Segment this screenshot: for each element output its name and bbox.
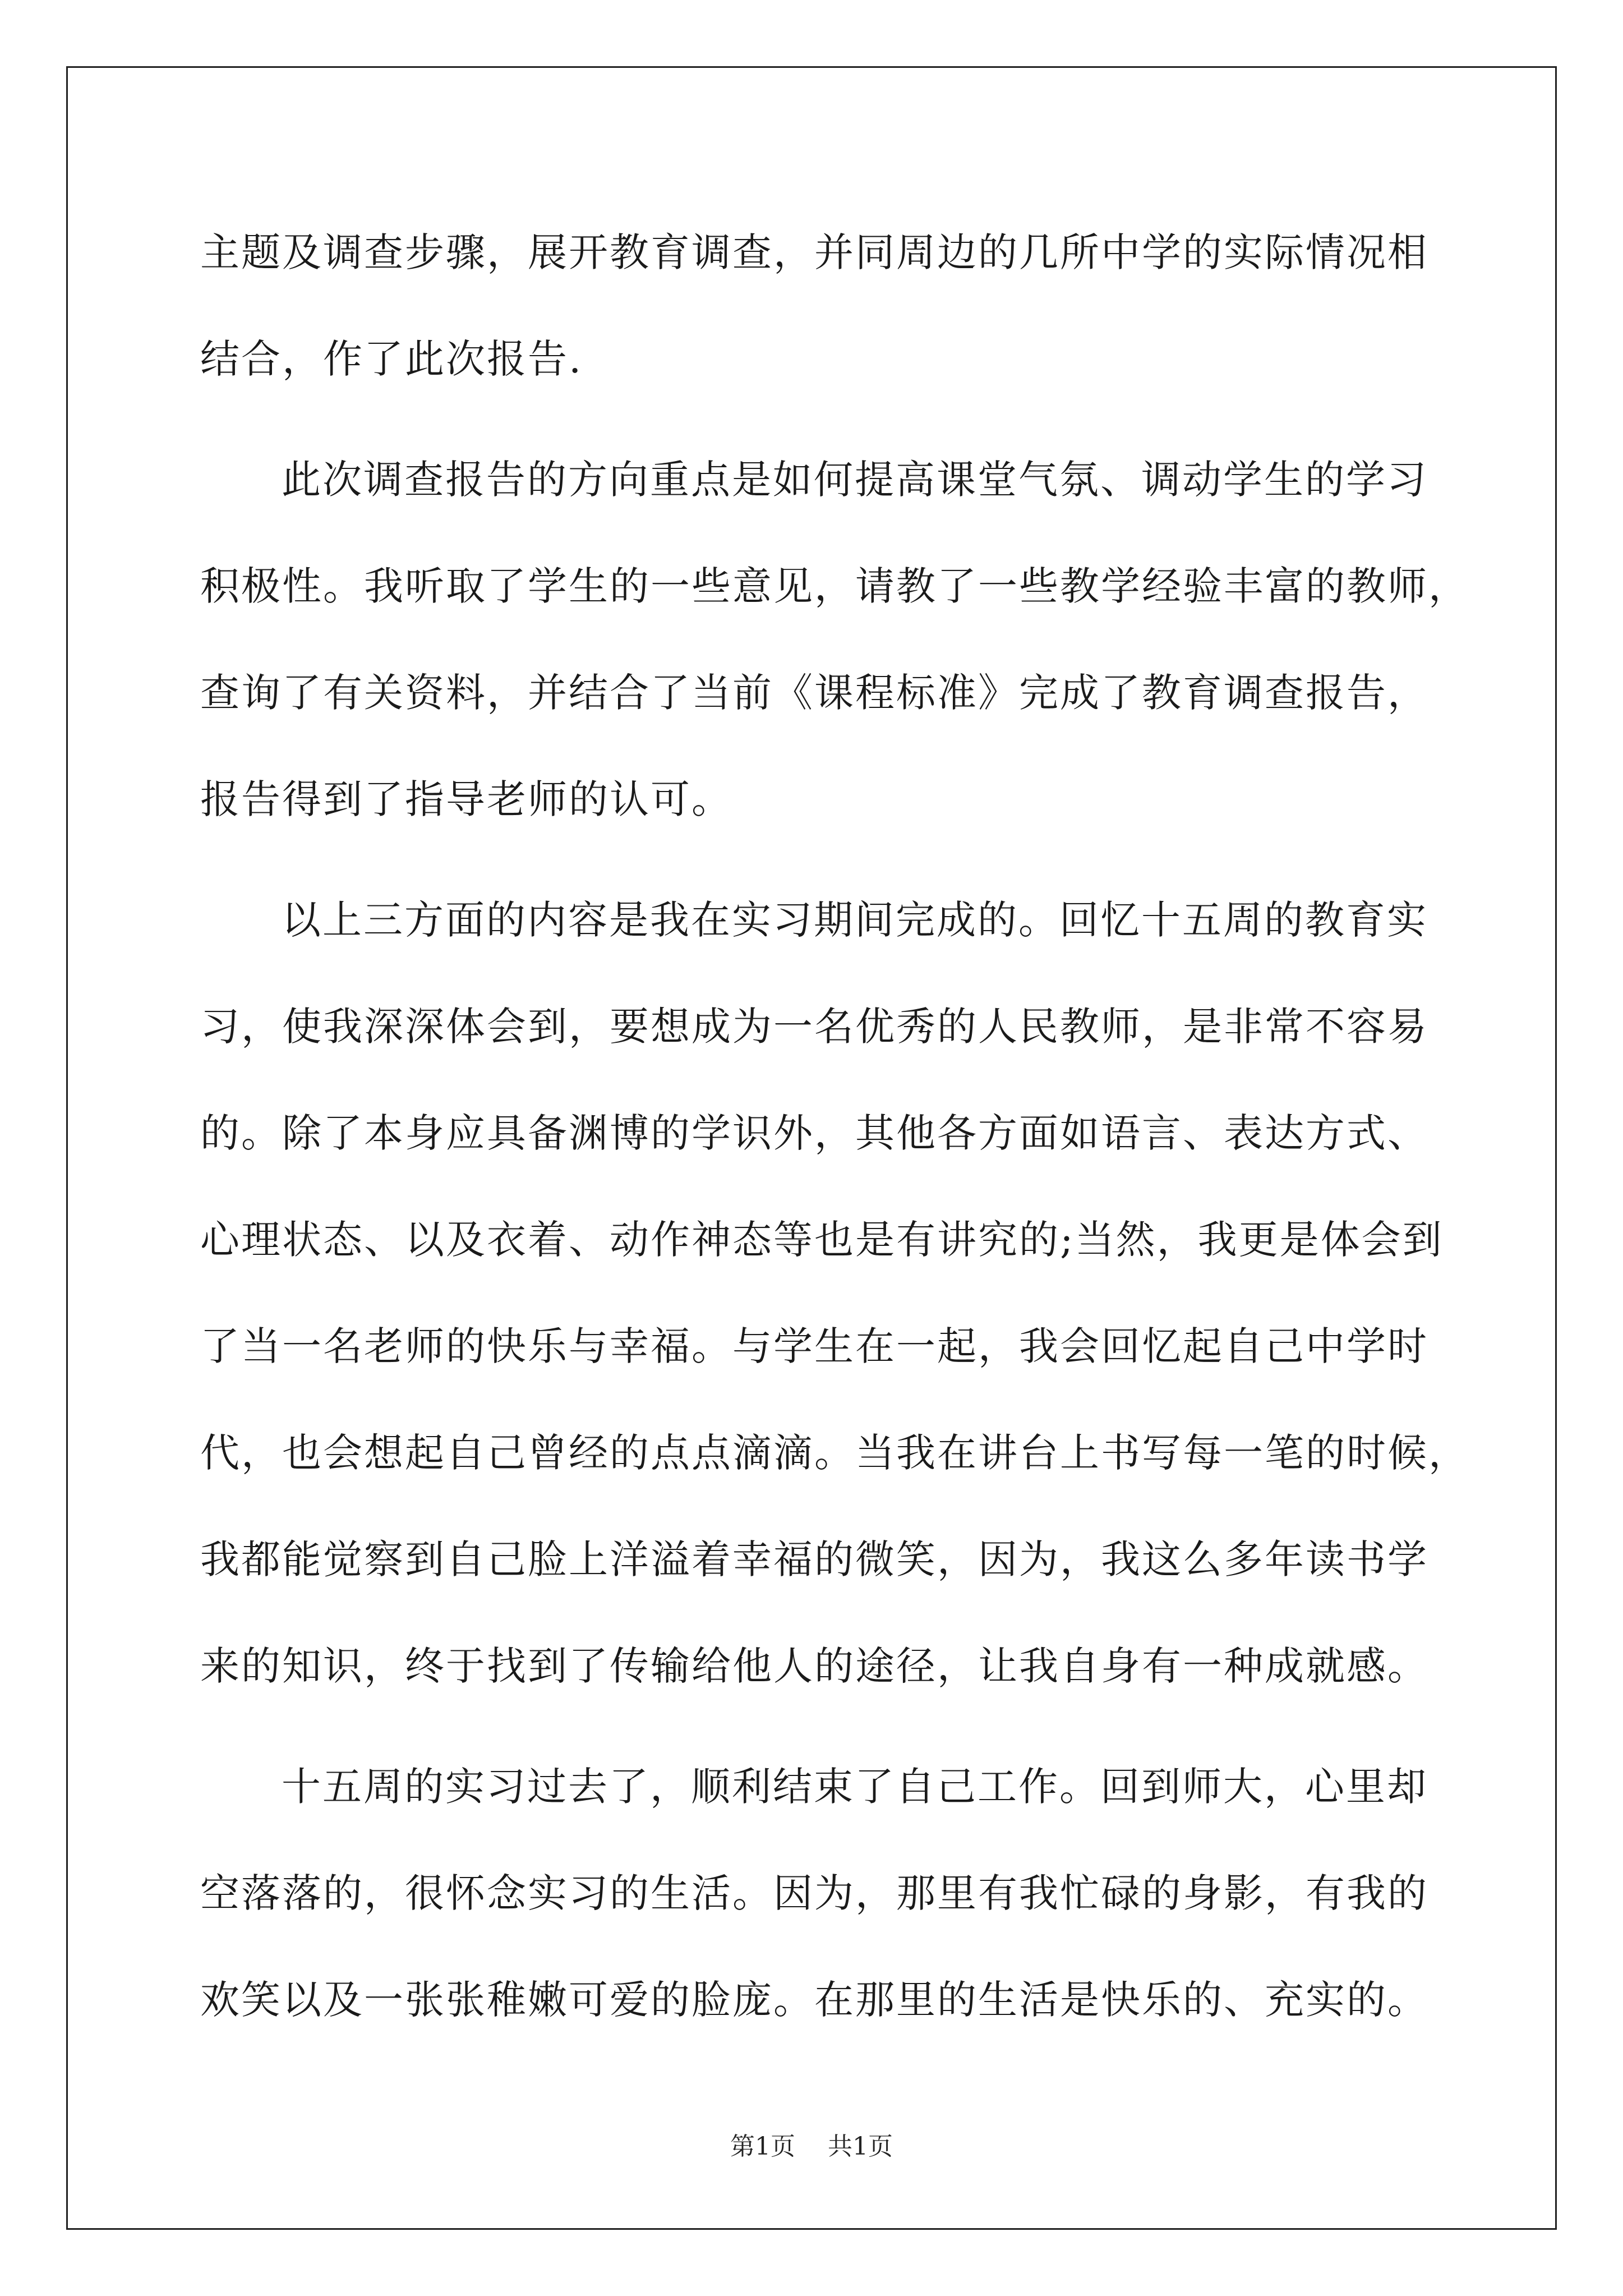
paragraph-start-line: 以上三方面的内容是我在实习期间完成的。回忆十五周的教育实 (282, 897, 1428, 943)
text-line: 我都能觉察到自己脸上洋溢着幸福的微笑，因为，我这么多年读书学 (200, 1536, 1428, 1582)
paragraph-start-line: 此次调查报告的方向重点是如何提高课堂气氛、调动学生的学习 (282, 457, 1428, 503)
text-line: 来的知识，终于找到了传输给他人的途径，让我自身有一种成就感。 (200, 1643, 1428, 1689)
text-line: 习，使我深深体会到，要想成为一名优秀的人民教师，是非常不容易 (200, 1004, 1428, 1050)
text-line: 欢笑以及一张张稚嫩可爱的脸庞。在那里的生活是快乐的、充实的。 (200, 1977, 1428, 2023)
text-line: 报告得到了指导老师的认可。 (200, 776, 732, 822)
page-total: 共1页 (828, 2132, 893, 2161)
text-line: 了当一名老师的快乐与幸福。与学生在一起，我会回忆起自己中学时 (200, 1323, 1428, 1369)
paragraph-start-line: 十五周的实习过去了，顺利结束了自己工作。回到师大，心里却 (282, 1764, 1428, 1810)
document-body (200, 215, 1469, 2069)
text-line: 代，也会想起自己曾经的点点滴滴。当我在讲台上书写每一笔的时候， (200, 1430, 1469, 1476)
page-number: 第1页 (730, 2132, 795, 2161)
text-line: 主题及调查步骤，展开教育调查，并同周边的几所中学的实际情况相 (200, 229, 1428, 275)
text-line: 的。除了本身应具备渊博的学识外，其他各方面如语言、表达方式、 (200, 1110, 1428, 1156)
text-line: 心理状态、以及衣着、动作神态等也是有讲究的;当然，我更是体会到 (200, 1217, 1444, 1263)
page-footer (0, 2126, 1623, 2162)
text-line: 查询了有关资料，并结合了当前《课程标准》完成了教育调查报告， (200, 670, 1428, 716)
text-line: 空落落的，很怀念实习的生活。因为，那里有我忙碌的身影，有我的 (200, 1870, 1428, 1916)
text-line: 结合，作了此次报告. (200, 336, 583, 382)
text-line: 积极性。我听取了学生的一些意见，请教了一些教学经验丰富的教师， (200, 563, 1469, 609)
